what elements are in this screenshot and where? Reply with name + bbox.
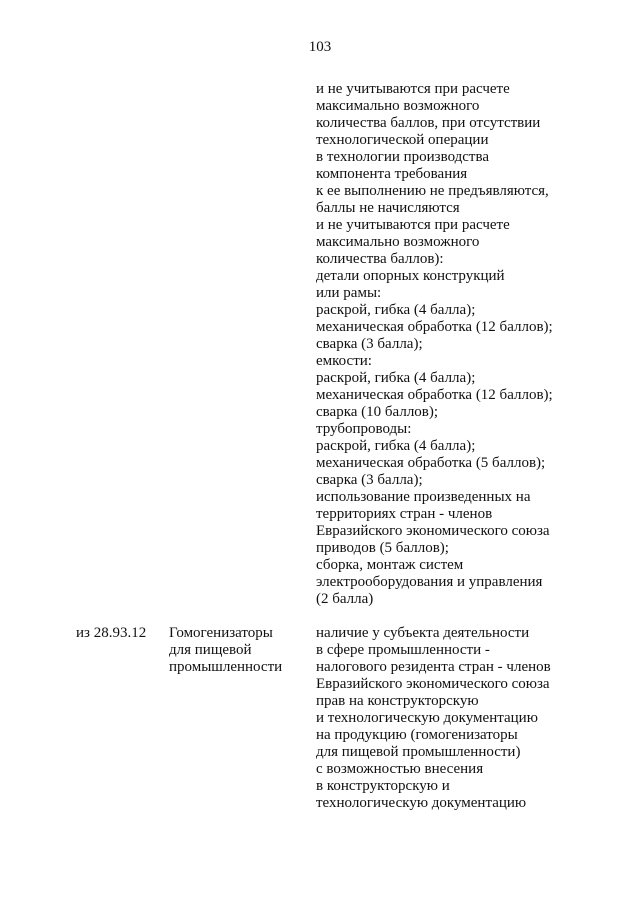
- requirement-line: наличие у субъекта деятельности: [316, 625, 530, 641]
- requirement-line: компонента требования: [316, 166, 468, 182]
- product-name-line: промышленности: [169, 659, 283, 675]
- requirement-line: механическая обработка (12 баллов);: [316, 319, 553, 335]
- requirement-line: Евразийского экономического союза: [316, 523, 550, 539]
- requirement-line: Евразийского экономического союза: [316, 676, 550, 692]
- requirement-line: раскрой, гибка (4 балла);: [316, 438, 476, 454]
- requirement-line: максимально возможного: [316, 234, 480, 250]
- requirement-line: раскрой, гибка (4 балла);: [316, 302, 476, 318]
- requirement-line: механическая обработка (12 баллов);: [316, 387, 553, 403]
- requirement-line: (2 балла): [316, 591, 374, 607]
- requirement-line: технологической операции: [316, 132, 489, 148]
- requirement-line: сборка, монтаж систем: [316, 557, 464, 573]
- requirement-line: электрооборудования и управления: [316, 574, 543, 590]
- requirement-line: налогового резидента стран - членов: [316, 659, 551, 675]
- requirement-line: прав на конструкторскую: [316, 693, 479, 709]
- requirement-line: механическая обработка (5 баллов);: [316, 455, 546, 471]
- requirement-line: баллы не начисляются: [316, 200, 460, 216]
- requirement-line: и не учитываются при расчете: [316, 217, 510, 233]
- requirement-line: в конструкторскую и: [316, 778, 450, 794]
- requirement-line: территориях стран - членов: [316, 506, 493, 522]
- requirement-line: на продукцию (гомогенизаторы: [316, 727, 518, 743]
- requirement-line: и технологическую документацию: [316, 710, 538, 726]
- requirement-line: и не учитываются при расчете: [316, 81, 510, 97]
- requirement-line: количества баллов, при отсутствии: [316, 115, 541, 131]
- requirement-line: или рамы:: [316, 285, 382, 301]
- requirement-line: детали опорных конструкций: [316, 268, 505, 284]
- requirement-line: для пищевой промышленности): [316, 744, 521, 760]
- requirement-line: технологическую документацию: [316, 795, 527, 811]
- requirement-line: использование произведенных на: [316, 489, 531, 505]
- requirement-line: количества баллов):: [316, 251, 444, 267]
- requirement-line: к ее выполнению не предъявляются,: [316, 183, 549, 199]
- requirement-line: в сфере промышленности -: [316, 642, 490, 658]
- requirement-line: максимально возможного: [316, 98, 480, 114]
- product-code: из 28.93.12: [76, 625, 147, 641]
- requirement-line: в технологии производства: [316, 149, 490, 165]
- page-number: 103: [308, 39, 332, 55]
- product-name-line: для пищевой: [169, 642, 252, 658]
- requirement-line: раскрой, гибка (4 балла);: [316, 370, 476, 386]
- requirement-line: трубопроводы:: [316, 421, 412, 437]
- requirement-line: сварка (3 балла);: [316, 472, 423, 488]
- requirement-line: сварка (10 баллов);: [316, 404, 439, 420]
- product-name-line: Гомогенизаторы: [169, 625, 273, 641]
- requirement-line: сварка (3 балла);: [316, 336, 423, 352]
- requirement-line: емкости:: [316, 353, 372, 369]
- requirement-line: приводов (5 баллов);: [316, 540, 449, 556]
- requirement-line: с возможностью внесения: [316, 761, 484, 777]
